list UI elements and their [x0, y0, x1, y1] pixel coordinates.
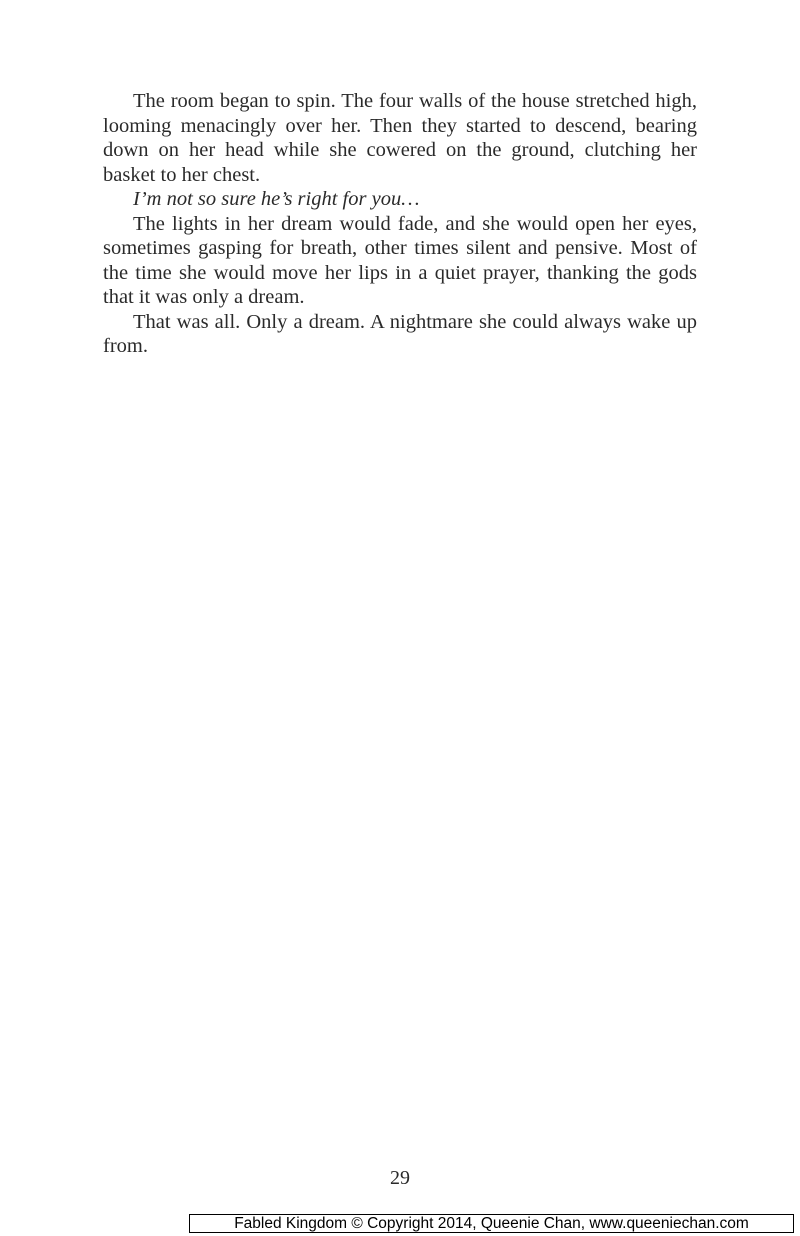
- paragraph-4: That was all. Only a dream. A nightmare she could always wake up from.: [103, 310, 697, 357]
- copyright-footer: Fabled Kingdom © Copyright 2014, Queenie Chan, www.queeniechan.com: [189, 1214, 794, 1233]
- paragraph-1: The room began to spin. The four walls of the house stretched high, looming menacingly over her. Then they started to descend, bearing down on her head while she cowered on the ground, clutching her basket to her chest.: [103, 90, 697, 186]
- page-body-text: [103, 89, 697, 359]
- paragraph-3: The lights in her dream would fade, and she would open her eyes, sometimes gasping for breath, other times silent and pensive. Most of the time she would move her lips in a quiet prayer, thanking the gods that it was only a dream.: [103, 212, 697, 308]
- paragraph-2-italic-thought: I’m not so sure he’s right for you…: [133, 188, 420, 210]
- page-number: 29: [390, 1167, 410, 1189]
